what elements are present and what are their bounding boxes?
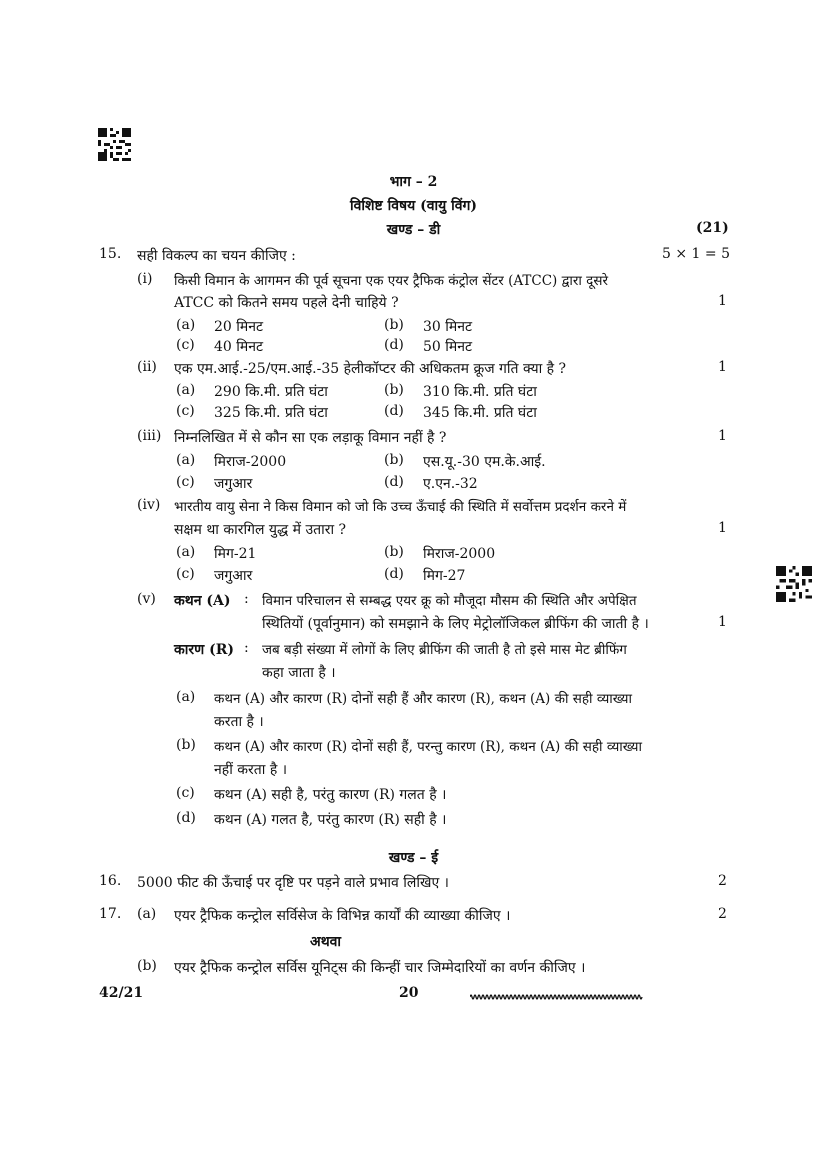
qr-code-icon bbox=[98, 128, 131, 161]
option-text: कथन (A) सही है, परंतु कारण (R) गलत है । bbox=[214, 787, 447, 803]
option-label: (b) bbox=[176, 737, 196, 753]
sub-question-marks: 1 bbox=[718, 428, 727, 444]
option-text: नहीं करता है । bbox=[214, 762, 288, 778]
section-d-heading: खण्ड – डी bbox=[386, 222, 441, 238]
qr-code-icon bbox=[776, 566, 812, 602]
question-marks: 2 bbox=[718, 906, 727, 922]
sub-question-marks: 1 bbox=[718, 520, 727, 536]
section-d-marks: (21) bbox=[696, 220, 729, 236]
sub-question-text: भारतीय वायु सेना ने किस विमान को जो कि उच्च ऊँचाई की स्थिति में सर्वोत्तम प्रदर्शन करने में bbox=[174, 499, 627, 515]
sub-question-text: एक एम.आई.-25/एम.आई.-35 हेलीकॉप्टर की अधिकतम क्रूज गति क्या है ? bbox=[174, 361, 567, 377]
option-label: (b) bbox=[384, 544, 404, 560]
option-text: 310 कि.मी. प्रति घंटा bbox=[423, 384, 537, 400]
sub-question-number: (ii) bbox=[137, 359, 157, 375]
sub-question-number: (v) bbox=[137, 591, 156, 607]
sub-question-text: किसी विमान के आगमन की पूर्व सूचना एक एयर ट्रैफिक कंट्रोल सेंटर (ATCC) द्वारा दूसरे bbox=[174, 273, 608, 289]
option-text: 345 कि.मी. प्रति घंटा bbox=[423, 405, 537, 421]
question-number: 16. bbox=[99, 873, 122, 889]
option-text: कथन (A) और कारण (R) दोनों सही हैं और कारण (R), कथन (A) की सही व्याख्या bbox=[214, 691, 632, 707]
subject-heading: विशिष्ट विषय (वायु विंग) bbox=[349, 198, 478, 214]
sub-question-marks: 1 bbox=[718, 293, 727, 309]
sub-question-marks: 1 bbox=[718, 359, 727, 375]
sub-question-text: सक्षम था कारगिल युद्ध में उतारा ? bbox=[174, 522, 347, 538]
part-heading: भाग – 2 bbox=[389, 174, 438, 190]
sub-question-marks: 1 bbox=[718, 614, 727, 630]
option-label: (a) bbox=[176, 317, 196, 333]
option-text: 50 मिनट bbox=[423, 339, 473, 355]
option-label: (a) bbox=[137, 906, 157, 922]
option-label: (c) bbox=[176, 474, 195, 490]
option-text: मिग-21 bbox=[214, 546, 257, 562]
reason-text: जब बड़ी संख्या में लोगों के लिए ब्रीफिंग की जाती है तो इसे मास मेट ब्रीफिंग bbox=[262, 642, 627, 658]
option-label: (d) bbox=[384, 566, 404, 582]
option-text: मिग-27 bbox=[423, 568, 466, 584]
option-label: (c) bbox=[176, 403, 195, 419]
sub-question-text: ATCC को कितने समय पहले देनी चाहिये ? bbox=[174, 295, 399, 311]
sub-question-number: (iv) bbox=[137, 497, 161, 513]
option-text: मिराज-2000 bbox=[214, 454, 287, 470]
reason-colon: : bbox=[244, 640, 249, 656]
question-number: 17. bbox=[99, 906, 122, 922]
option-label: (c) bbox=[176, 337, 195, 353]
section-e-heading: खण्ड – ई bbox=[388, 850, 439, 866]
option-label: (b) bbox=[384, 452, 404, 468]
option-text: एस.यू.-30 एम.के.आई. bbox=[423, 454, 546, 470]
question-marks: 2 bbox=[718, 873, 727, 889]
wavy-line-decoration bbox=[470, 990, 646, 1006]
sub-question-text: निम्नलिखित में से कौन सा एक लड़ाकू विमान नहीं है ? bbox=[174, 430, 447, 446]
question-text: 5000 फीट की ऊँचाई पर दृष्टि पर पड़ने वाले प्रभाव लिखिए । bbox=[137, 875, 449, 891]
reason-text: कहा जाता है । bbox=[262, 665, 336, 681]
option-label: (a) bbox=[176, 544, 196, 560]
assertion-label: कथन (A) bbox=[174, 593, 231, 609]
option-text: 290 कि.मी. प्रति घंटा bbox=[214, 384, 328, 400]
option-label: (a) bbox=[176, 452, 196, 468]
reason-label: कारण (R) bbox=[174, 642, 234, 658]
or-label: अथवा bbox=[310, 934, 342, 950]
option-label: (b) bbox=[384, 317, 404, 333]
option-text: जगुआर bbox=[214, 476, 253, 492]
option-label: (c) bbox=[176, 785, 195, 801]
option-label: (c) bbox=[176, 566, 195, 582]
option-label: (d) bbox=[176, 810, 196, 826]
question-marks: 5 × 1 = 5 bbox=[662, 246, 730, 262]
question-number: 15. bbox=[99, 246, 122, 262]
option-text: 20 मिनट bbox=[214, 319, 264, 335]
option-text: जगुआर bbox=[214, 568, 253, 584]
option-label: (d) bbox=[384, 337, 404, 353]
option-text: 30 मिनट bbox=[423, 319, 473, 335]
sub-question-number: (i) bbox=[137, 271, 153, 287]
option-label: (b) bbox=[137, 958, 157, 974]
option-text: 40 मिनट bbox=[214, 339, 264, 355]
option-text: 325 कि.मी. प्रति घंटा bbox=[214, 405, 328, 421]
assertion-text: विमान परिचालन से सम्बद्ध एयर क्रू को मौजूदा मौसम की स्थिति और अपेक्षित bbox=[262, 593, 637, 609]
question-text: एयर ट्रैफिक कन्ट्रोल सर्विसेज के विभिन्न कार्यों की व्याख्या कीजिए । bbox=[174, 908, 511, 924]
option-label: (d) bbox=[384, 403, 404, 419]
option-text: करता है । bbox=[214, 714, 264, 730]
question-text: एयर ट्रैफिक कन्ट्रोल सर्विस यूनिट्स की किन्हीं चार जिम्मेदारियों का वर्णन कीजिए । bbox=[174, 960, 586, 976]
option-label: (a) bbox=[176, 382, 196, 398]
option-label: (b) bbox=[384, 382, 404, 398]
paper-code: 42/21 bbox=[99, 985, 144, 1001]
question-text: सही विकल्प का चयन कीजिए : bbox=[137, 248, 296, 264]
assertion-text: स्थितियों (पूर्वानुमान) को समझाने के लिए मेट्रोलॉजिकल ब्रीफिंग की जाती है । bbox=[262, 616, 649, 632]
option-label: (a) bbox=[176, 689, 196, 705]
option-text: कथन (A) और कारण (R) दोनों सही हैं, परन्तु कारण (R), कथन (A) की सही व्याख्या bbox=[214, 739, 642, 755]
sub-question-number: (iii) bbox=[137, 428, 162, 444]
page-number: 20 bbox=[399, 985, 419, 1001]
option-text: कथन (A) गलत है, परंतु कारण (R) सही है । bbox=[214, 812, 447, 828]
option-label: (d) bbox=[384, 474, 404, 490]
option-text: मिराज-2000 bbox=[423, 546, 496, 562]
option-text: ए.एन.-32 bbox=[423, 476, 478, 492]
assertion-colon: : bbox=[244, 591, 249, 607]
